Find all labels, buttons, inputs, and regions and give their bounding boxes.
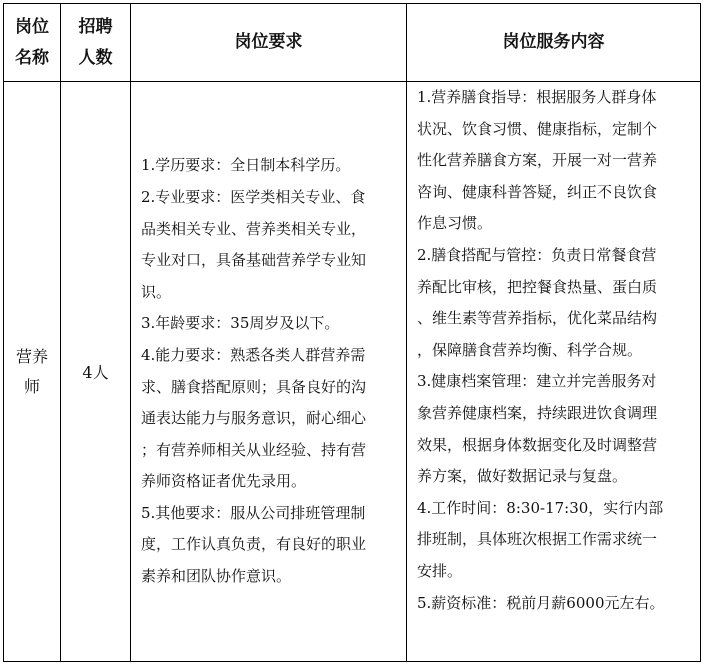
requirement-line: 专业对口，具备基础营养学专业知: [141, 251, 367, 270]
count-cell: 4人: [61, 82, 131, 662]
service-line: 养配比审核，把控餐食热量、蛋白质: [417, 277, 658, 296]
service-item: [417, 240, 692, 366]
requirement-line: 素养和团队协作意识。: [141, 567, 292, 586]
service-line: 5.薪资标准：税前月薪6000元左右。: [417, 593, 665, 612]
requirement-line: 1.学历要求：全日制本科学历。: [141, 156, 351, 175]
service-line: 安排。: [417, 561, 463, 580]
service-line: 状况、饮食习惯、健康指标，定制个: [417, 119, 658, 138]
service-line: 象营养健康档案，持续跟进饮食调理: [417, 403, 658, 422]
service-line: 咨询、健康科普答疑，纠正不良饮食: [417, 182, 658, 201]
service-line: 养方案，做好数据记录与复盘。: [417, 467, 628, 486]
position-line1: 营养: [15, 346, 48, 366]
job-row: [4, 82, 701, 662]
requirement-item: [141, 498, 398, 593]
requirements-list: [141, 150, 398, 592]
service-item: [417, 366, 692, 492]
requirement-line: ；有营养师相关从业经验、持有营: [141, 440, 367, 459]
requirement-line: 5.其他要求：服从公司排班管理制: [141, 503, 366, 522]
service-line: 排班制，具体班次根据工作需求统一: [417, 530, 658, 549]
services-list: [417, 82, 692, 619]
service-line: 性化营养膳食方案，开展一对一营养: [417, 151, 658, 170]
requirement-item: [141, 340, 398, 498]
header-row: [4, 4, 701, 82]
service-line: 、维生素等营养指标，优化菜品结构: [417, 309, 658, 328]
position-cell: [4, 82, 61, 662]
header-count: [61, 4, 131, 82]
requirement-line: 品类相关专业、营养类相关专业，: [141, 219, 367, 238]
requirement-line: 2.专业要求：医学类相关专业、食: [141, 187, 366, 206]
service-line: ，保障膳食营养均衡、科学合规。: [417, 340, 643, 359]
header-position: [4, 4, 61, 82]
header-count-line1: 招聘: [78, 16, 113, 37]
position-line2: 师: [23, 376, 40, 396]
services-cell: [407, 82, 701, 662]
requirement-line: 通表达能力与服务意识，耐心细心: [141, 409, 367, 428]
requirements-cell: [131, 82, 407, 662]
requirement-line: 3.年龄要求：35周岁及以下。: [141, 314, 340, 333]
service-line: 1.营养膳食指导：根据服务人群身体: [417, 88, 657, 106]
header-services: 岗位服务内容: [407, 4, 701, 82]
requirement-line: 度，工作认真负责，有良好的职业: [141, 535, 367, 554]
header-count-line2: 人数: [78, 47, 113, 68]
header-position-line2: 名称: [15, 47, 49, 68]
service-item: [417, 588, 692, 620]
service-line: 3.健康档案管理：建立并完善服务对: [417, 372, 657, 391]
header-requirements: 岗位要求: [131, 4, 407, 82]
requirement-line: 识。: [141, 282, 172, 301]
service-line: 2.膳食搭配与管控：负责日常餐食营: [417, 245, 657, 264]
requirement-line: 求、膳食搭配原则；具备良好的沟: [141, 377, 367, 396]
job-table: [3, 3, 701, 662]
requirement-item: [141, 150, 398, 182]
service-line: 作息习惯。: [417, 214, 493, 233]
service-item: [417, 82, 692, 240]
requirement-item: [141, 182, 398, 308]
requirement-line: 养师资格证者优先录用。: [141, 472, 307, 491]
service-line: 4.工作时间：8:30-17:30，实行内部: [417, 498, 664, 517]
header-position-line1: 岗位: [15, 16, 49, 37]
requirement-item: [141, 308, 398, 340]
service-line: 效果，根据身体数据变化及时调整营: [417, 435, 658, 454]
service-item: [417, 493, 692, 588]
requirement-line: 4.能力要求：熟悉各类人群营养需: [141, 345, 366, 364]
